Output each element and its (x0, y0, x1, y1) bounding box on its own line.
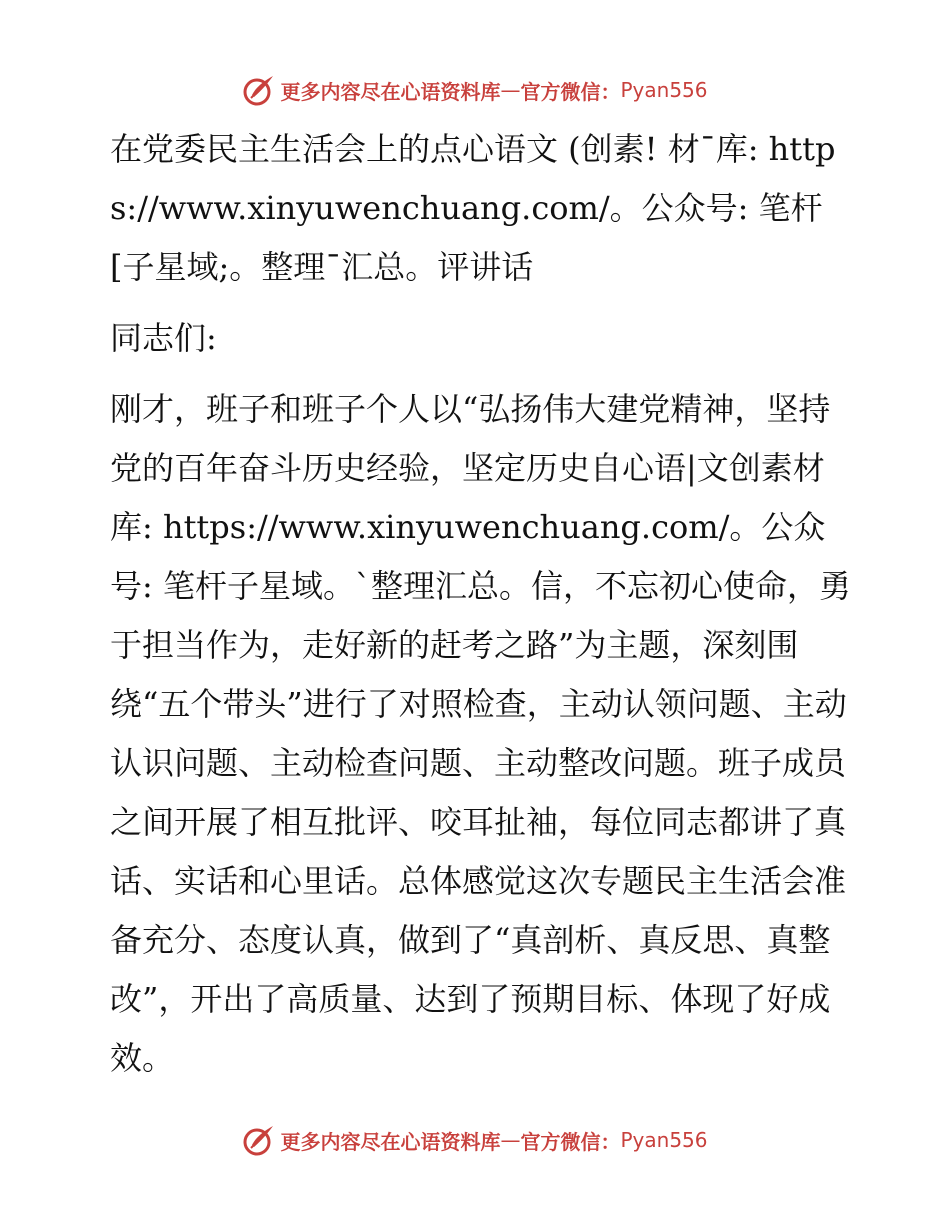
header-banner (0, 70, 950, 110)
document-title: 在党委民主生活会上的点心语文 (创素! 材¯库: https://www.xinyuwenchuang.com/。公众号: 笔杆[子星域;。整理¯汇总。评讲话 (110, 130, 836, 286)
banner-dash: — (500, 1128, 521, 1152)
document-paragraph: 刚才，班子和班子个人以“弘扬伟大建党精神，坚持党的百年奋斗历史经验，坚定历史自心语|文创素材库: https://www.xinyuwenchuang.com/。公众号: 笔杆子星域。`整理汇总。信，不忘初心使命，勇于担当作为，走好新的赶考之路”为主题，深刻围绕“五个带头”进行了对照检查，主动认领问题、主动认识问题、主动检查问题、主动整改问题。班子成员之间开展了相互批评、咬耳扯袖，每位同志都讲了真话、实话和心里话。总体感觉这次专题民主生活会准备充分、态度认真，做到了“真剖析、真反思、真整改”，开出了高质量、达到了预期目标、体现了好成效。 (110, 390, 851, 1077)
banner-wechat-id: Pyan556 (620, 78, 708, 102)
footer-banner (0, 1120, 950, 1160)
banner-wechat-id: Pyan556 (620, 1128, 708, 1152)
banner-brand-text: 更多内容尽在心语资料库 (280, 1129, 501, 1154)
banner-brand-text: 更多内容尽在心语资料库 (280, 79, 501, 104)
quill-pen-logo-icon (242, 73, 276, 107)
banner-official-label: 官方微信： (520, 1129, 621, 1154)
banner-official-label: 官方微信： (520, 79, 621, 104)
quill-pen-logo-icon (242, 1123, 276, 1157)
document-greeting: 同志们: (110, 319, 217, 357)
document-body (98, 120, 858, 1088)
banner-dash: — (500, 78, 521, 102)
